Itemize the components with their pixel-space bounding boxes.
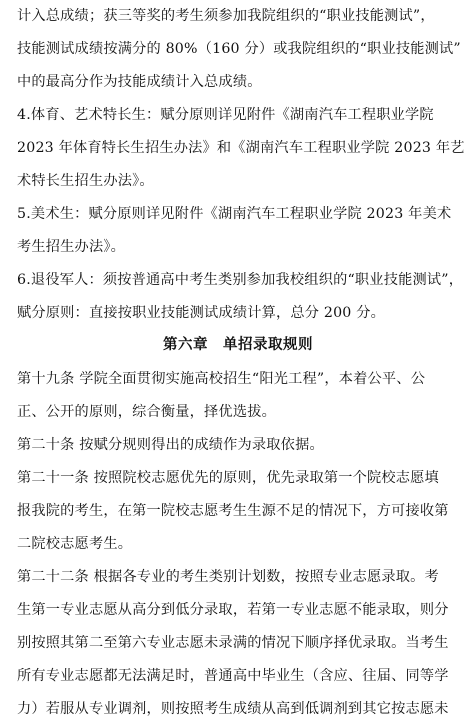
text-line-11: 第十九条 学院全面贯彻实施高校招生“阳光工程”，本着公平、公 (17, 371, 426, 387)
text-line-20: 所有专业志愿都无法满足时，普通高中毕业生（含应、往届、同等学 (17, 668, 449, 684)
text-line-19: 别按照其第二至第六专业志愿未录满的情况下顺序择优录取。当考生 (17, 635, 449, 651)
text-line-15: 报我院的考生，在第一院校志愿考生生源不足的情况下，方可接收第 (17, 503, 449, 519)
text-line-2: 技能测试成绩按满分的 80%（160 分）或我院组织的“职业技能测试” (17, 41, 461, 57)
text-line-6: 术特长生招生办法》。 (17, 173, 154, 189)
text-line-18: 生第一专业志愿从高分到低分录取，若第一专业志愿不能录取，则分 (17, 602, 449, 618)
text-line-10: 赋分原则：直接按职业技能测试成绩计算，总分 200 分。 (17, 305, 386, 321)
text-line-17: 第二十二条 根据各专业的考生类别计划数，按照专业志愿录取。考 (17, 569, 439, 585)
text-line-21: 力）若服从专业调剂，则按照考生成绩从高到低调剂到其它按志愿未 (17, 701, 449, 717)
text-line-12: 正、公开的原则，综合衡量，择优选拔。 (17, 404, 276, 420)
text-line-14: 第二十一条 按照院校志愿优先的原则，优先录取第一个院校志愿填 (17, 470, 439, 486)
text-line-13: 第二十条 按赋分规则得出的成绩作为录取依据。 (17, 437, 324, 453)
text-line-1: 计入总成绩；获三等奖的考生须参加我院组织的“职业技能测试”， (17, 8, 435, 24)
text-line-3: 中的最高分作为技能成绩计入总成绩。 (17, 74, 262, 90)
text-line-7: 5.美术生：赋分原则详见附件《湖南汽车工程职业学院 2023 年美术 (17, 206, 452, 222)
text-line-16: 二院校志愿考生。 (17, 536, 133, 552)
text-line-9: 6.退役军人：须按普通高中考生类别参加我校组织的“职业技能测试”， (17, 272, 464, 288)
text-line-8: 考生招生办法》。 (17, 239, 126, 255)
text-line-5: 2023 年体育特长生招生办法》和《湖南汽车工程职业学院 2023 年艺 (17, 140, 465, 156)
chapter-heading: 第六章 单招录取规则 (163, 336, 313, 353)
text-line-4: 4.体育、艺术特长生：赋分原则详见附件《湖南汽车工程职业学院 (17, 107, 434, 123)
